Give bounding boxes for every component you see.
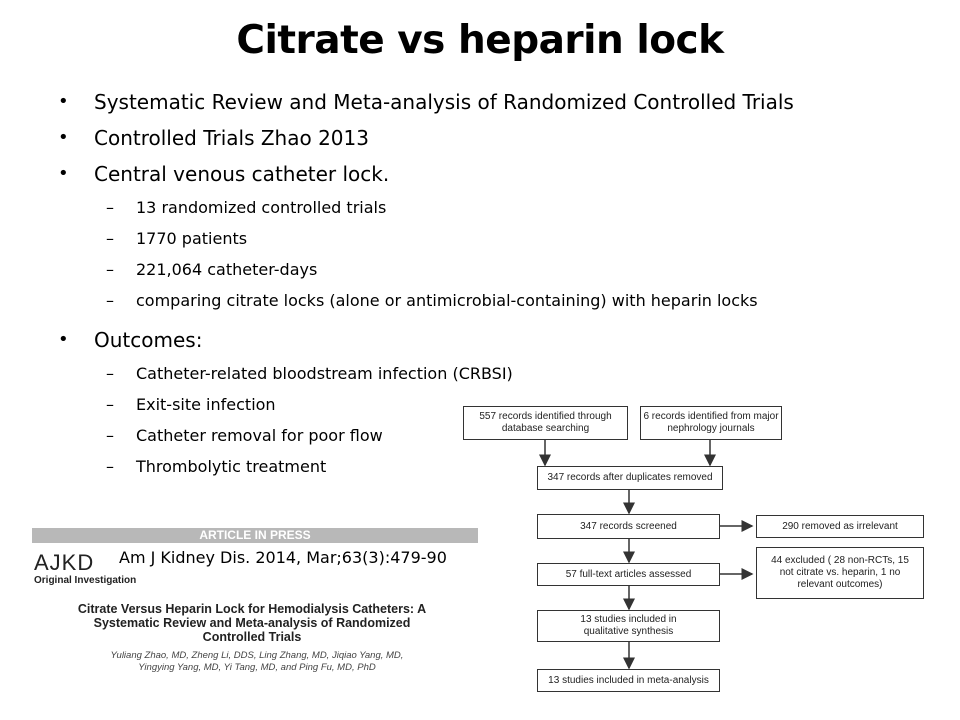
slide-title: Citrate vs heparin lock xyxy=(236,18,724,63)
dash-icon: – xyxy=(106,198,114,217)
dash-icon: – xyxy=(106,457,114,476)
dash-icon: – xyxy=(106,364,114,383)
dash-icon: – xyxy=(106,395,114,414)
outcome-text: Catheter removal for poor flow xyxy=(136,426,383,445)
outcome-text: Catheter-related bloodstream infection (CRBSI) xyxy=(136,364,513,383)
flow-box-fulltext: 57 full-text articles assessed xyxy=(537,563,720,586)
dash-icon: – xyxy=(106,291,114,310)
article-section: Original Investigation xyxy=(34,575,137,586)
bullet-icon: • xyxy=(58,127,69,148)
bullet-text: Systematic Review and Meta-analysis of Randomized Controlled Trials xyxy=(94,90,794,114)
bullet-icon: • xyxy=(58,91,69,112)
outcome-text: Exit-site infection xyxy=(136,395,276,414)
sub-bullet-text: 1770 patients xyxy=(136,229,248,248)
sub-bullet-text: comparing citrate locks (alone or antimicrobial-containing) with heparin locks xyxy=(136,291,758,310)
flow-box-excluded: 44 excluded ( 28 non-RCTs, 15 not citrate vs. heparin, 1 no relevant outcomes) xyxy=(756,547,924,599)
dash-icon: – xyxy=(106,426,114,445)
sub-bullet-text: 13 randomized controlled trials xyxy=(136,198,387,217)
flow-box-removed: 290 removed as irrelevant xyxy=(756,515,924,538)
sub-bullet-text: 221,064 catheter-days xyxy=(136,260,318,279)
flow-box-meta: 13 studies included in meta-analysis xyxy=(537,669,720,692)
bullet-text: Central venous catheter lock. xyxy=(94,162,390,186)
dash-icon: – xyxy=(106,229,114,248)
article-authors: Yuliang Zhao, MD, Zheng Li, DDS, Ling Zhang, MD, Jiqiao Yang, MD, Yingying Yang, MD, Yi Tang, MD, and Ping Fu, MD, PhD xyxy=(110,650,404,673)
flow-box-screened: 347 records screened xyxy=(537,514,720,539)
bullet-icon: • xyxy=(58,163,69,184)
journal-logo: AJKD xyxy=(34,550,95,575)
bullet-icon: • xyxy=(58,329,69,350)
flow-box-database: 557 records identified through database searching xyxy=(463,406,628,440)
bullet-text: Controlled Trials Zhao 2013 xyxy=(94,126,369,150)
dash-icon: – xyxy=(106,260,114,279)
flow-box-journals: 6 records identified from major nephrology journals xyxy=(640,406,782,440)
bullet-text: Outcomes: xyxy=(94,328,203,352)
article-headline: Citrate Versus Heparin Lock for Hemodialysis Catheters: A Systematic Review and Meta-analysis of Randomized Controlled Trials xyxy=(77,602,427,644)
article-citation: Am J Kidney Dis. 2014, Mar;63(3):479-90 xyxy=(119,548,447,567)
flow-box-after-duplicates: 347 records after duplicates removed xyxy=(537,466,723,490)
outcome-text: Thrombolytic treatment xyxy=(136,457,327,476)
article-banner: ARTICLE IN PRESS xyxy=(32,528,478,543)
flow-box-qualitative: 13 studies included in qualitative synthesis xyxy=(537,610,720,642)
